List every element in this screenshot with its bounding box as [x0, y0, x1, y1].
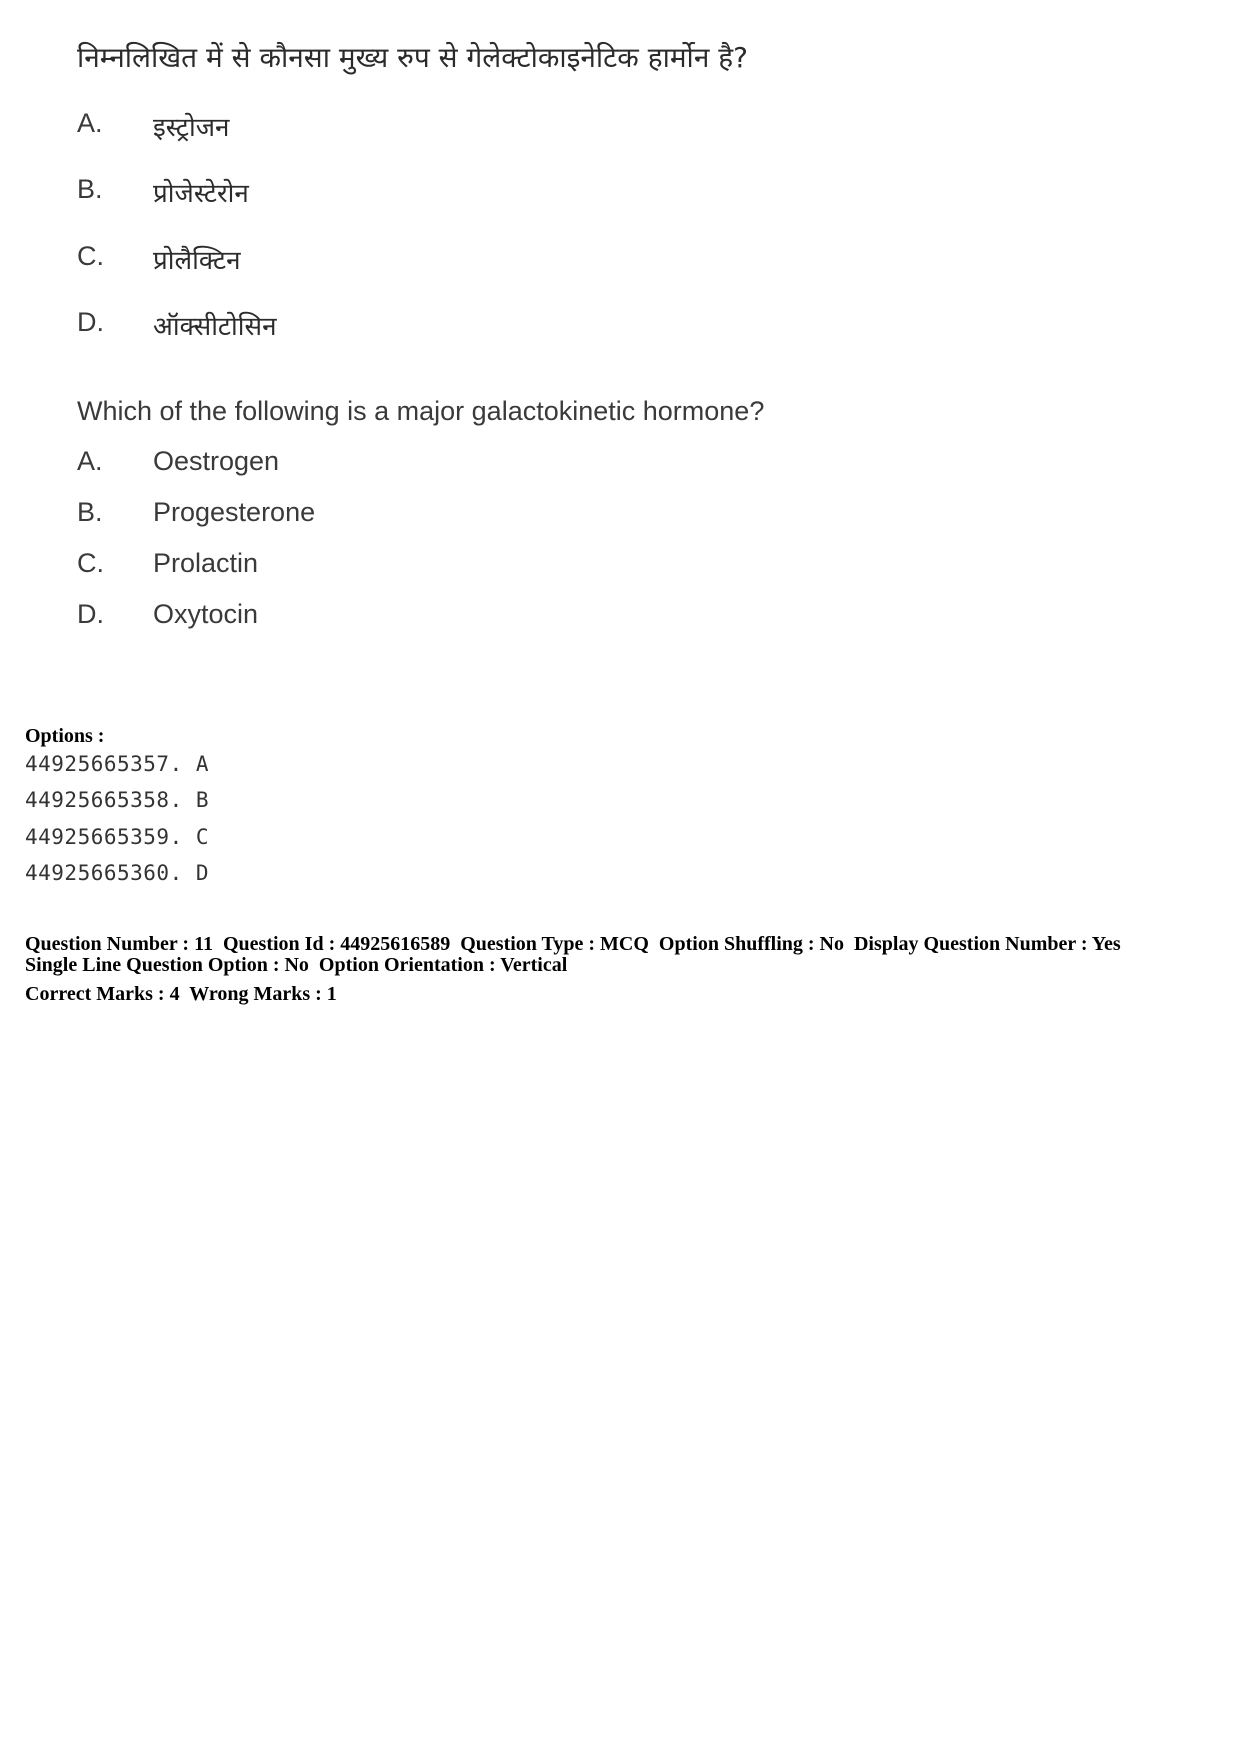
option-id-item: 44925665360. D: [25, 861, 210, 885]
options-heading: Options :: [25, 725, 105, 747]
option-letter: C.: [77, 241, 104, 271]
option-text: Prolactin: [153, 548, 259, 578]
option-letter: D.: [77, 307, 104, 337]
question-meta-line2: Single Line Question Option : No Option Orientation : Vertical: [25, 954, 568, 976]
option-id-item: 44925665358. B: [25, 788, 210, 812]
option-id-item: 44925665357. A: [25, 752, 210, 776]
question-marks-line: Correct Marks : 4 Wrong Marks : 1: [25, 983, 337, 1005]
option-text: Oxytocin: [153, 599, 259, 629]
option-id-item: 44925665359. C: [25, 825, 210, 849]
option-text: इस्ट्रोजन: [153, 113, 230, 143]
option-text: प्रोजेस्टेरोन: [153, 179, 249, 209]
option-text: प्रोलैक्टिन: [153, 246, 241, 276]
option-text: ऑक्सीटोसिन: [153, 312, 277, 342]
option-text: Oestrogen: [153, 446, 280, 476]
question-english-text: Which of the following is a major galactokinetic hormone?: [77, 396, 765, 426]
question-meta-line1: Question Number : 11 Question Id : 44925616589 Question Type : MCQ Option Shuffling : No Display Question Number : Yes: [25, 933, 1121, 955]
question-hindi-text: निम्नलिखित में से कौनसा मुख्य रुप से गेलेक्टोकाइनेटिक हार्मोन है?: [77, 41, 748, 74]
option-letter: C.: [77, 548, 104, 578]
option-letter: A.: [77, 108, 103, 138]
option-letter: A.: [77, 446, 103, 476]
option-letter: D.: [77, 599, 104, 629]
option-letter: B.: [77, 174, 103, 204]
option-letter: B.: [77, 497, 103, 527]
option-text: Progesterone: [153, 497, 316, 527]
